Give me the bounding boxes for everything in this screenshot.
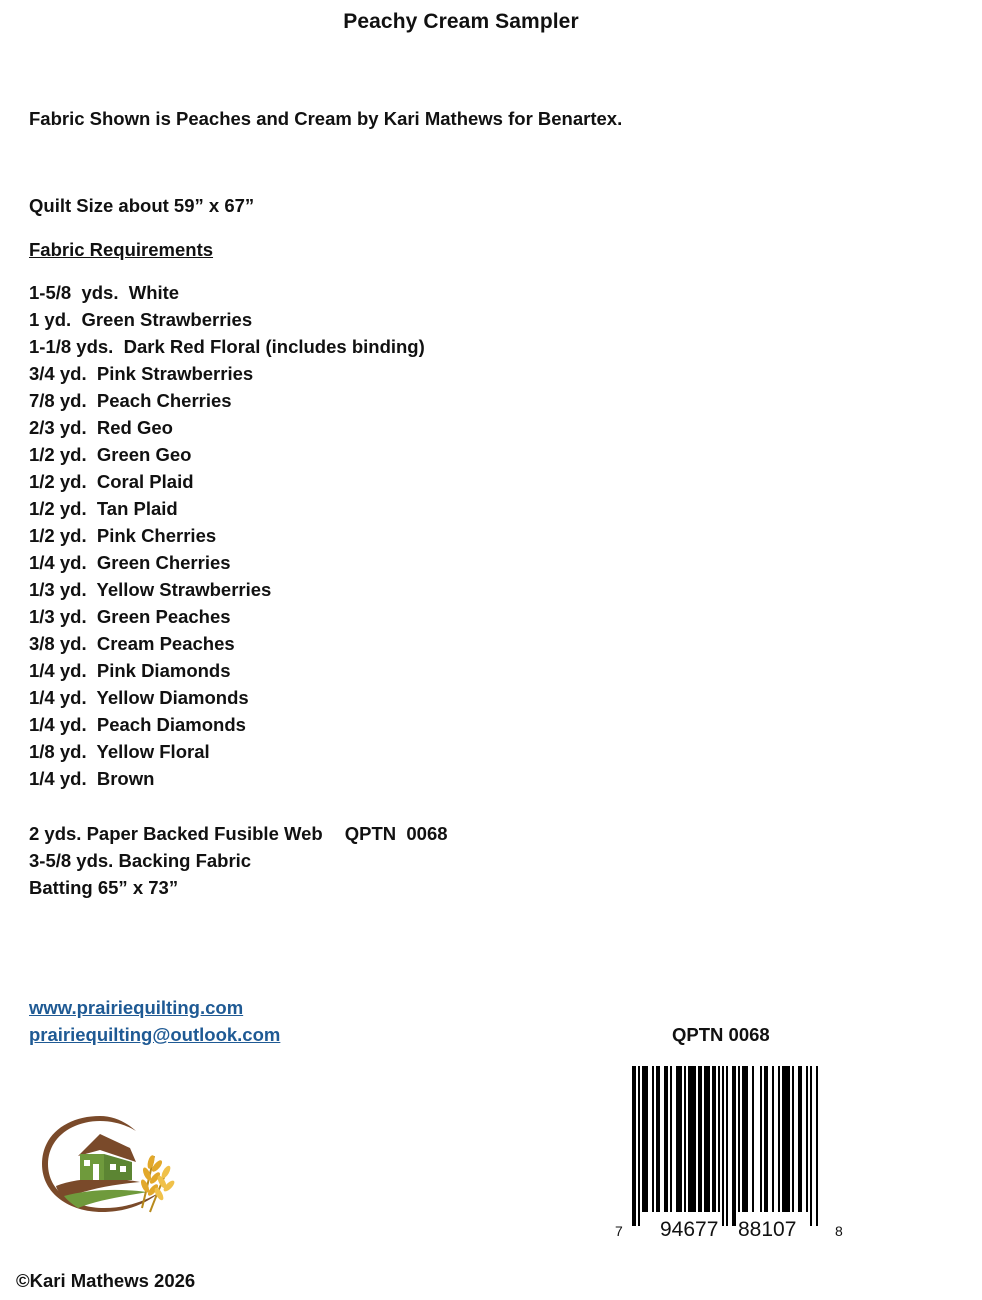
barcode-left-group: 94677 bbox=[660, 1218, 719, 1241]
page-title: Peachy Cream Sampler bbox=[343, 10, 579, 33]
barcode-bar bbox=[798, 1066, 802, 1212]
barcode-bar bbox=[810, 1066, 812, 1226]
barcode-bar bbox=[752, 1066, 754, 1212]
fabric-requirements-list bbox=[29, 279, 425, 792]
fusible-web-item bbox=[29, 820, 448, 847]
list-item: 1/2 yd. Coral Plaid bbox=[29, 471, 194, 492]
barcode-bar bbox=[638, 1066, 640, 1226]
barcode-right-group: 88107 bbox=[738, 1218, 797, 1241]
barcode-bar bbox=[764, 1066, 768, 1212]
barcode-bar bbox=[772, 1066, 774, 1212]
list-item: 1-5/8 yds. White bbox=[29, 282, 180, 303]
barcode-bar bbox=[806, 1066, 808, 1212]
barcode-bar bbox=[718, 1066, 720, 1212]
list-item: 1/3 yd. Green Peaches bbox=[29, 606, 231, 627]
list-item: 1 yd. Green Strawberries bbox=[29, 309, 253, 330]
list-item: 1/4 yd. Green Cherries bbox=[29, 552, 231, 573]
list-item: 1-1/8 yds. Dark Red Floral (includes binding) bbox=[29, 336, 425, 357]
other-materials-list bbox=[29, 820, 448, 901]
barcode-bar bbox=[712, 1066, 716, 1212]
fabric-shown-text: Fabric Shown is Peaches and Cream by Kari Mathews for Benartex. bbox=[29, 108, 623, 129]
list-item: 1/2 yd. Tan Plaid bbox=[29, 498, 178, 519]
email-link[interactable]: prairiequilting@outlook.com bbox=[29, 1024, 281, 1045]
barcode-bar bbox=[742, 1066, 748, 1212]
barcode-bar bbox=[726, 1066, 728, 1226]
list-item: 1/3 yd. Yellow Strawberries bbox=[29, 579, 272, 600]
barcode-bar bbox=[782, 1066, 790, 1212]
barcode-bar bbox=[704, 1066, 710, 1212]
barcode-bar bbox=[670, 1066, 672, 1212]
barcode-bar bbox=[816, 1066, 818, 1226]
list-item: 1/2 yd. Pink Cherries bbox=[29, 525, 217, 546]
list-item: 3/8 yd. Cream Peaches bbox=[29, 633, 235, 654]
prairie-quilting-logo bbox=[38, 1112, 180, 1222]
barcode-bar bbox=[632, 1066, 636, 1226]
barcode-bar bbox=[676, 1066, 682, 1212]
barcode-bar bbox=[760, 1066, 762, 1212]
barcode-lead-digit: 7 bbox=[615, 1223, 623, 1239]
barcode-bar bbox=[664, 1066, 668, 1212]
barcode bbox=[610, 1066, 850, 1246]
fusible-web-code: QPTN 0068 bbox=[344, 823, 448, 844]
barcode-bar bbox=[732, 1066, 736, 1226]
backing-fabric-item: 3-5/8 yds. Backing Fabric bbox=[29, 850, 252, 871]
barcode-check-digit: 8 bbox=[835, 1223, 843, 1239]
barcode-bar bbox=[738, 1066, 740, 1212]
list-item: 1/4 yd. Pink Diamonds bbox=[29, 660, 231, 681]
contact-links bbox=[29, 994, 280, 1048]
barcode-bar bbox=[642, 1066, 648, 1212]
list-item: 1/8 yd. Yellow Floral bbox=[29, 741, 210, 762]
list-item: 1/4 yd. Yellow Diamonds bbox=[29, 687, 249, 708]
fusible-web-label: 2 yds. Paper Backed Fusible Web bbox=[29, 823, 323, 844]
list-item: 1/4 yd. Peach Diamonds bbox=[29, 714, 246, 735]
barcode-bar bbox=[688, 1066, 696, 1212]
website-link[interactable]: www.prairiequilting.com bbox=[29, 997, 244, 1018]
barcode-bar bbox=[656, 1066, 660, 1212]
barcode-bars bbox=[632, 1066, 818, 1226]
barcode-bar bbox=[652, 1066, 654, 1212]
barcode-bar bbox=[698, 1066, 702, 1212]
product-code: QPTN 0068 bbox=[672, 1024, 770, 1045]
copyright-text: ©Kari Mathews 2026 bbox=[16, 1270, 196, 1291]
fabric-requirements-heading: Fabric Requirements bbox=[29, 239, 214, 260]
barcode-bar bbox=[792, 1066, 794, 1212]
barcode-bar bbox=[722, 1066, 724, 1226]
quilt-size-text: Quilt Size about 59” x 67” bbox=[29, 195, 255, 216]
list-item: 2/3 yd. Red Geo bbox=[29, 417, 173, 438]
batting-item: Batting 65” x 73” bbox=[29, 877, 179, 898]
list-item: 3/4 yd. Pink Strawberries bbox=[29, 363, 254, 384]
barcode-bar bbox=[778, 1066, 780, 1212]
barcode-bar bbox=[684, 1066, 686, 1212]
list-item: 1/2 yd. Green Geo bbox=[29, 444, 192, 465]
list-item: 1/4 yd. Brown bbox=[29, 768, 155, 789]
list-item: 7/8 yd. Peach Cherries bbox=[29, 390, 232, 411]
